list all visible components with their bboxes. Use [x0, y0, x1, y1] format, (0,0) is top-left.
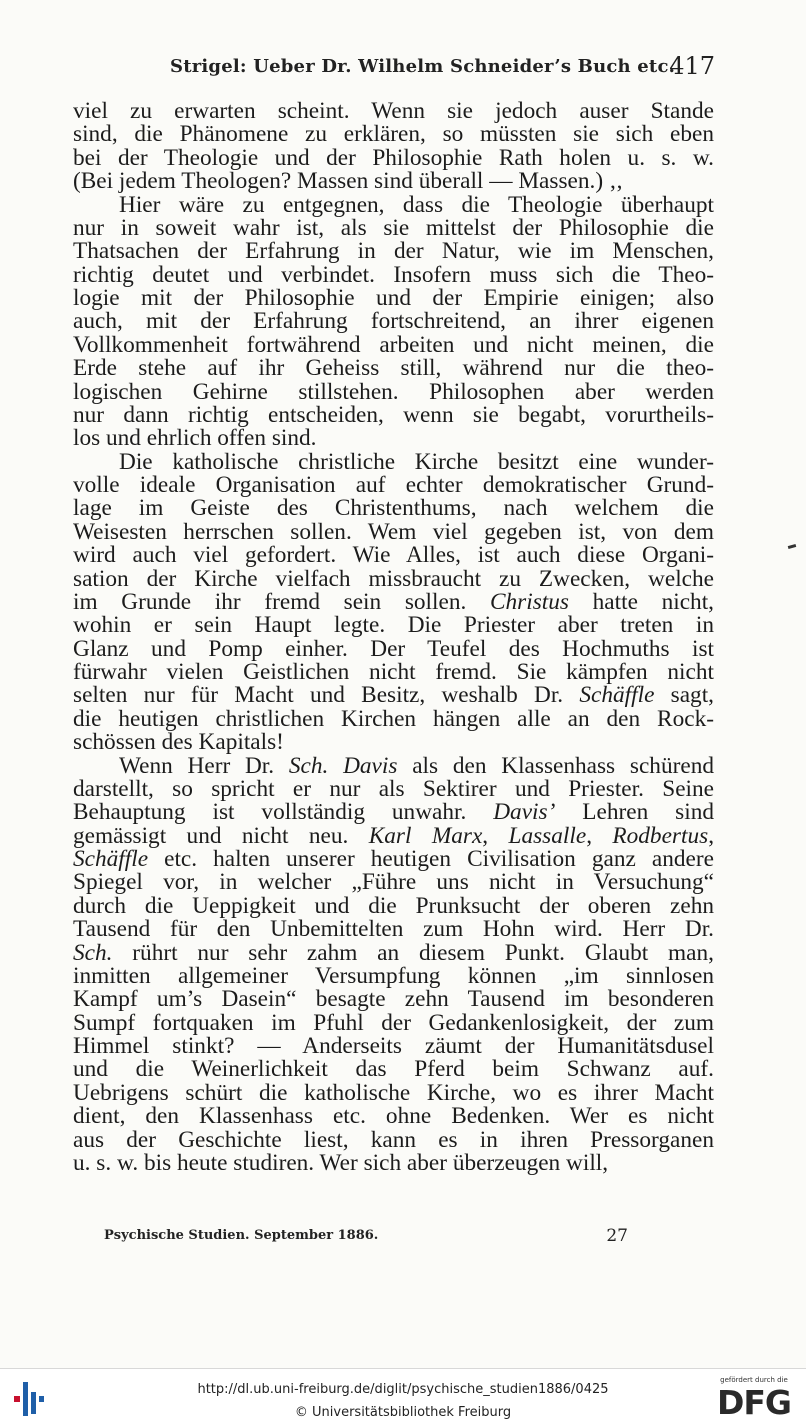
body-text [73, 100, 714, 1175]
text-line: nur dann richtig entscheiden, wenn sie begabt, vorurtheils- [73, 401, 714, 428]
text-line: volle ideale Organisation auf echter demokratischer Grund- [73, 472, 714, 498]
running-title: Strigel: Ueber Dr. Wilhelm Schneider’s Buch etc. [170, 56, 676, 77]
italic-name: Sch. [73, 939, 113, 966]
text-line: Behauptung ist vollständig unwahr. Davis’ Lehren sind [73, 799, 715, 826]
running-header [170, 50, 715, 84]
text-line: und die Weinerlichkeit das Pferd beim Schwanz auf. [73, 1056, 714, 1083]
paragraph [73, 448, 714, 756]
permalink-url[interactable]: http://dl.ub.uni-freiburg.de/diglit/psychische_studien1886/0425 [197, 1382, 609, 1397]
margin-mark [788, 544, 797, 549]
text-line: durch die Ueppigkeit und die Prunksucht der oberen zehn [73, 892, 714, 919]
text-line: gemässigt und nicht neu. Karl Marx, Lassalle, Rodbertus, [73, 822, 715, 849]
italic-name: Davis’ [493, 799, 556, 826]
text-line: Sch. rührt nur sehr zahm an diesem Punkt. Glaubt man, [73, 939, 714, 966]
text-line: inmitten allgemeiner Versumpfung können „im sinnlosen [73, 962, 714, 989]
text-line: Sumpf fortquaken im Pfuhl der Gedankenlosigkeit, der zum [73, 1009, 714, 1036]
page-number: 417 [669, 52, 715, 80]
paragraph [73, 191, 714, 452]
paragraph [73, 752, 715, 1176]
text-line: Tausend für den Unbemittelten zum Hohn wird. Herr Dr. [73, 916, 714, 943]
text-line: richtig deutet und verbindet. Insofern muss sich die Theo- [73, 261, 714, 288]
text-line: Wenn Herr Dr. Sch. Davis als den Klassenhass schürend [119, 752, 714, 779]
text-line: aus der Geschichte liest, kann es in ihren Pressorganen [73, 1126, 714, 1153]
text-line: im Grunde ihr fremd sein sollen. Christus hatte nicht, [73, 588, 714, 615]
text-line: Uebrigens schürt die katholische Kirche, wo es ihrer Macht [73, 1079, 714, 1106]
journal-signature: Psychische Studien. September 1886. [104, 1228, 379, 1243]
text-line: wird auch viel gefordert. Wie Alles, ist auch diese Organi- [73, 542, 714, 569]
text-line: Spiegel vor, in welcher „Führe uns nicht in Versuchung“ [73, 869, 714, 896]
copyright-notice: © Universitätsbibliothek Freiburg [294, 1405, 512, 1420]
dfg-logo [712, 1376, 796, 1422]
text-line: fürwahr vielen Geistlichen nicht fremd. Sie kämpfen nicht [73, 659, 714, 685]
italic-name: Schäffle [579, 682, 655, 709]
page-footer [104, 1226, 628, 1248]
text-line: (Bei jedem Theologen? Massen sind überall — Massen.) ‚, [73, 168, 623, 195]
dfg-caption: gefördert durch die [720, 1376, 788, 1384]
italic-name: Rodbertus [612, 822, 709, 849]
text-line: Hier wäre zu entgegnen, dass die Theologie überhaupt [119, 191, 714, 218]
italic-name: Christus [489, 588, 569, 615]
sheet-signature: 27 [606, 1226, 628, 1246]
text-line: schössen des Kapitals! [73, 729, 284, 756]
text-line: auch, mit der Erfahrung fortschreitend, an ihrer eigenen [73, 308, 714, 335]
text-line: Schäffle etc. halten unserer heutigen Civilisation ganz andere [73, 846, 714, 872]
dfg-mark: DFG [716, 1383, 792, 1422]
text-line: logischen Gehirne stillstehen. Philosophen aber werden [73, 378, 714, 405]
italic-name: Sch. Davis [288, 752, 398, 779]
text-line: selten nur für Macht und Besitz, weshalb Dr. Schäffle sagt, [73, 682, 714, 709]
text-line: bei der Theologie und der Philosophie Rath holen u. s. w. [73, 144, 714, 171]
text-line: Erde stehe auf ihr Geheiss still, während nur die theo- [73, 355, 714, 382]
italic-name: Schäffle [73, 846, 149, 872]
text-line: Weisesten herrschen sollen. Wem viel gegeben ist, von dem [73, 518, 714, 545]
text-line: wohin er sein Haupt legte. Die Priester aber treten in [73, 612, 714, 639]
text-line: lage im Geiste des Christenthums, nach welchem die [73, 495, 714, 522]
text-line: sind, die Phänomene zu erklären, so müssten sie sich eben [73, 121, 714, 148]
italic-name: Lassalle [508, 822, 587, 849]
text-line: viel zu erwarten scheint. Wenn sie jedoch auser Stande [73, 98, 714, 124]
paragraph [73, 100, 714, 194]
text-line: los und ehrlich offen sind. [73, 425, 317, 452]
text-line: logie mit der Philosophie und der Empirie einigen; also [73, 285, 714, 311]
text-line: Glanz und Pomp einher. Der Teufel des Hochmuths ist [73, 635, 714, 662]
text-line: Kampf um’s Dasein“ besagte zehn Tausend im besonderen [73, 986, 714, 1013]
text-line: Himmel stinkt? — Anderseits zäumt der Humanitätsdusel [73, 1033, 714, 1059]
text-line: sation der Kirche vielfach missbraucht zu Zwecken, welche [73, 565, 714, 592]
text-line: Die katholische christliche Kirche besitzt eine wunder- [119, 448, 714, 475]
text-line: darstellt, so spricht er nur als Sektirer und Priester. Seine [73, 775, 714, 802]
text-line: die heutigen christlichen Kirchen hängen alle an den Rock- [73, 705, 714, 732]
text-line: u. s. w. bis heute studiren. Wer sich aber überzeugen will, [73, 1149, 609, 1176]
text-line: Thatsachen der Erfahrung in der Natur, wie im Menschen, [73, 238, 714, 265]
text-line: Vollkommenheit fortwährend arbeiten und nicht meinen, die [73, 331, 714, 358]
text-line: nur in soweit wahr ist, als sie mittelst der Philosophie die [73, 214, 714, 241]
text-line: dient, den Klassenhass etc. ohne Bedenken. Wer es nicht [73, 1103, 714, 1130]
italic-name: Karl Marx [368, 822, 483, 849]
